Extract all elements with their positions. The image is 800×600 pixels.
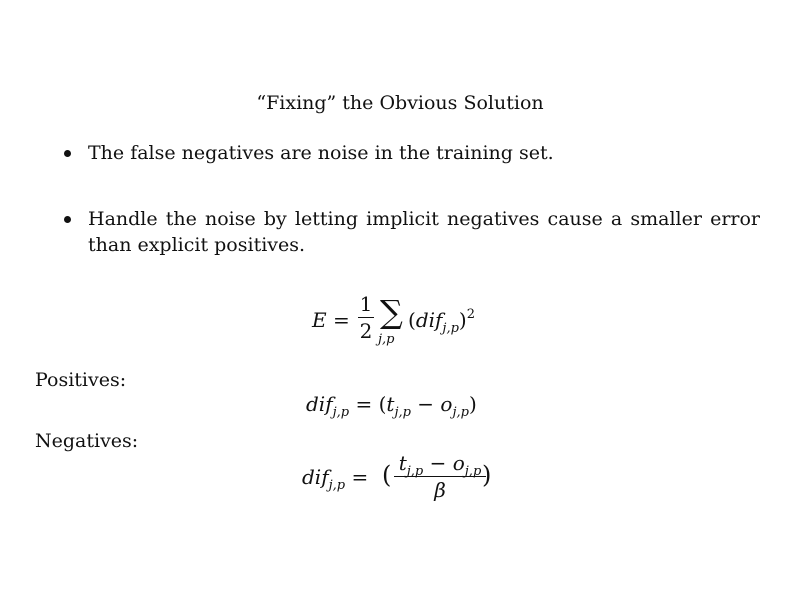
bullet-text: Handle the noise by letting implicit negatives cause a smaller error than explicit positives.: [88, 208, 760, 256]
fraction-denominator: 2: [359, 319, 373, 343]
bullet-item: [64, 140, 760, 166]
positive-equation: $dif_{j,p} = (t_{j,p} - o_{j,p})$: [306, 392, 477, 420]
negatives-label: Negatives:: [35, 430, 139, 452]
fraction-bar: [358, 317, 374, 318]
error-equation: [312, 292, 512, 358]
error-lhs: E =: [312, 308, 350, 332]
bullet-dot-icon: [64, 216, 71, 223]
right-paren: ): [482, 461, 492, 489]
summation-symbol: ∑: [380, 293, 403, 331]
slide-title: “Fixing” the Obvious Solution: [256, 92, 544, 114]
positives-label: Positives:: [35, 369, 127, 391]
left-paren: (: [382, 461, 392, 489]
fraction-numerator: 1: [359, 292, 373, 316]
fraction-denominator: β: [434, 478, 446, 502]
bullet-text: The false negatives are noise in the training set.: [88, 142, 554, 164]
negative-equation: [302, 451, 502, 507]
bullet-dot-icon: [64, 150, 71, 157]
bullet-item: [64, 206, 760, 258]
half-fraction: [358, 292, 374, 343]
negative-lhs: dif$_{j,p}$ =: [302, 465, 369, 493]
summation-subscript: j,p: [378, 332, 395, 347]
fraction-numerator: $t_{j,p} - o_{j,p}$: [398, 451, 482, 479]
error-term: $(dif_{j,p})^2$: [408, 307, 476, 336]
beta-fraction: [394, 451, 486, 502]
